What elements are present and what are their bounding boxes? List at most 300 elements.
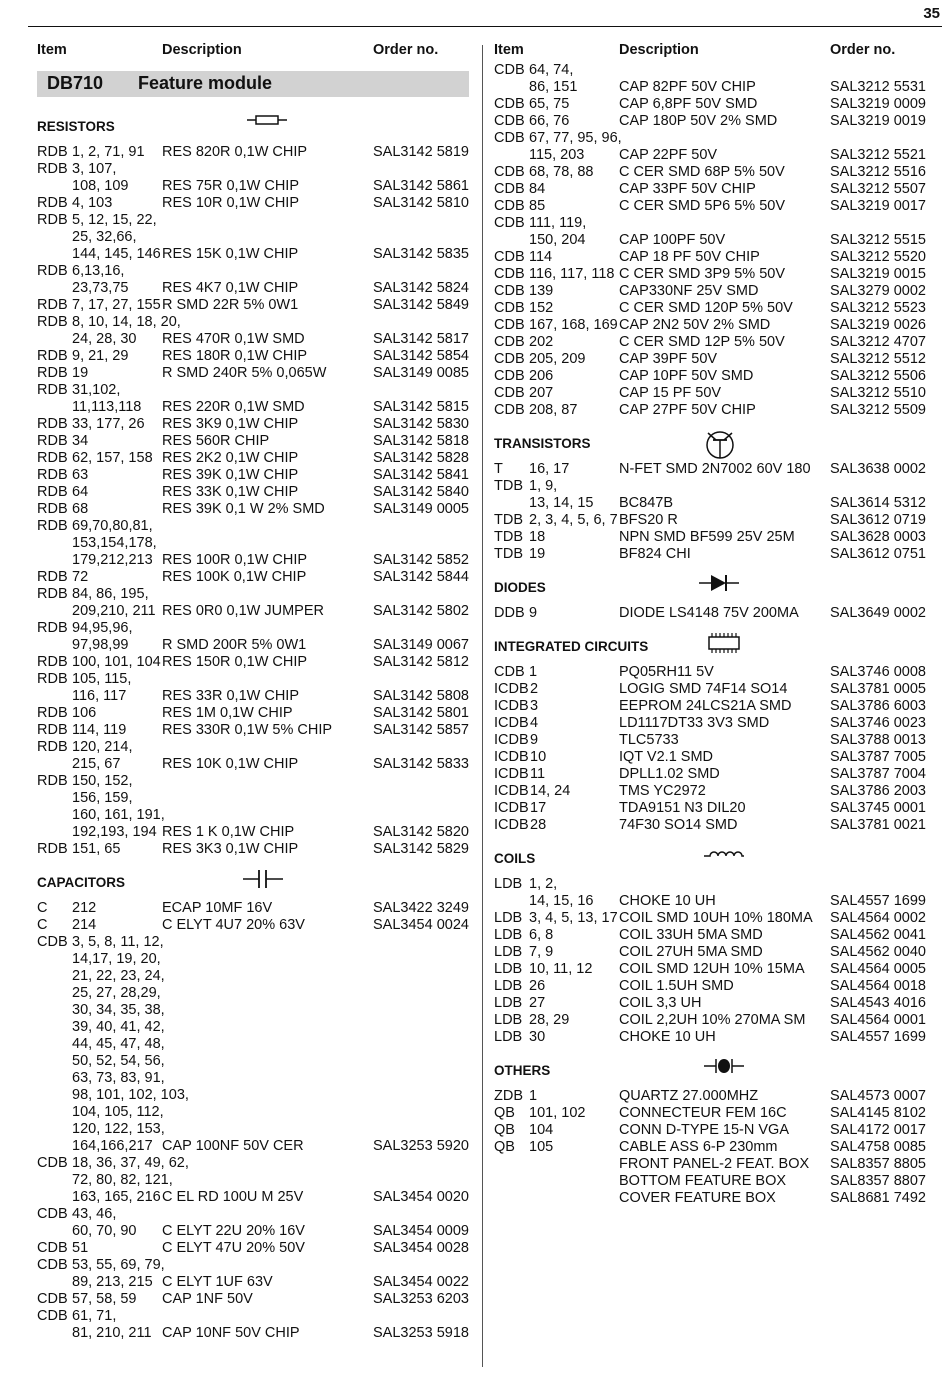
parts-row <box>37 1189 472 1206</box>
parts-row <box>37 807 472 824</box>
module-banner <box>37 71 469 97</box>
order-number: SAL3212 5521 <box>830 147 926 163</box>
parts-row <box>37 348 472 365</box>
order-number: SAL3787 7004 <box>830 766 926 782</box>
designator-prefix: RDB <box>37 654 68 670</box>
order-number: SAL3454 0020 <box>373 1189 469 1205</box>
order-number: SAL3149 0067 <box>373 637 469 653</box>
parts-row <box>37 968 472 985</box>
parts-row <box>37 790 472 807</box>
right-parts-list <box>494 62 942 1207</box>
order-number: SAL3149 0005 <box>373 501 469 517</box>
designator-prefix: QB <box>494 1122 515 1138</box>
quartz-crystal-icon <box>704 1056 744 1079</box>
parts-row <box>37 1138 472 1155</box>
left-column <box>37 42 472 1342</box>
part-description: TLC5733 <box>619 732 679 748</box>
parts-row <box>37 229 472 246</box>
designator-prefix: CDB <box>494 402 525 418</box>
parts-row <box>494 334 942 351</box>
order-number: SAL4564 0018 <box>830 978 926 994</box>
part-description: DPLL1.02 SMD <box>619 766 720 782</box>
designator-prefix: LDB <box>494 961 523 977</box>
section-title: TRANSISTORS <box>494 436 591 451</box>
designator-prefix: RDB <box>37 416 68 432</box>
part-description: RES 15K 0,1W CHIP <box>162 246 299 262</box>
designator-prefix: CDB <box>37 1206 68 1222</box>
header-item: Item <box>494 42 524 58</box>
part-description: CAP 39PF 50V <box>619 351 718 367</box>
parts-row <box>37 263 472 280</box>
designator-prefix: CDB <box>494 198 525 214</box>
designator-numbers: 57, 58, 59 <box>72 1291 137 1307</box>
right-column <box>494 42 942 1207</box>
part-description: CAP 1NF 50V <box>162 1291 253 1307</box>
designator-prefix: RDB <box>37 195 68 211</box>
designator-prefix: RDB <box>37 365 68 381</box>
designator-prefix: CDB <box>494 283 525 299</box>
designator-numbers: 14, 15, 16 <box>529 893 594 909</box>
order-number: SAL3142 5828 <box>373 450 469 466</box>
designator-numbers: 104, 105, 112, <box>72 1104 164 1120</box>
designator-numbers: 7, 17, 27, 155 <box>72 297 161 313</box>
designator-prefix: QB <box>494 1105 515 1121</box>
order-number: SAL3142 5802 <box>373 603 469 619</box>
parts-row <box>494 283 942 300</box>
order-number: SAL3745 0001 <box>830 800 926 816</box>
designator-numbers: 26 <box>529 978 546 994</box>
order-number: SAL3142 5824 <box>373 280 469 296</box>
designator-prefix: ICDB <box>494 783 529 799</box>
parts-row <box>494 529 942 546</box>
designator-prefix: CDB <box>494 334 525 350</box>
parts-row <box>494 910 942 927</box>
designator-prefix: RDB <box>37 671 68 687</box>
section-spacer <box>494 868 942 876</box>
designator-numbers: 53, 55, 69, 79, <box>72 1257 165 1273</box>
parts-row <box>494 1012 942 1029</box>
designator-prefix: TDB <box>494 478 523 494</box>
designator-numbers: 6, 8 <box>529 927 554 943</box>
designator-prefix: TDB <box>494 529 523 545</box>
parts-row <box>37 654 472 671</box>
designator-numbers: 11,113,118 <box>72 399 142 415</box>
parts-row <box>494 495 942 512</box>
parts-row <box>37 280 472 297</box>
order-number: SAL4573 0007 <box>830 1088 926 1104</box>
parts-row <box>37 1019 472 1036</box>
part-description: PQ05RH11 5V <box>619 664 714 680</box>
order-number: SAL3142 5818 <box>373 433 469 449</box>
order-number: SAL8681 7492 <box>830 1190 926 1206</box>
designator-numbers: 13, 14, 15 <box>529 495 594 511</box>
designator-numbers: 60, 70, 90 <box>72 1223 137 1239</box>
designator-numbers: 206 <box>529 368 554 384</box>
parts-row <box>37 756 472 773</box>
parts-row <box>494 546 942 563</box>
order-number: SAL3253 6203 <box>373 1291 469 1307</box>
part-description: C ELYT 4U7 20% 63V <box>162 917 305 933</box>
order-number: SAL3612 0751 <box>830 546 926 562</box>
designator-numbers: 66, 76 <box>529 113 570 129</box>
parts-row <box>494 1190 942 1207</box>
designator-numbers: 3, 5, 8, 11, 12, <box>72 934 164 950</box>
section-title: COILS <box>494 851 536 866</box>
part-description: 74F30 SO14 SMD <box>619 817 738 833</box>
order-number: SAL3454 0009 <box>373 1223 469 1239</box>
resistor-icon <box>247 112 287 131</box>
designator-prefix: LDB <box>494 978 523 994</box>
parts-row <box>37 331 472 348</box>
part-description: COIL 3,3 UH <box>619 995 702 1011</box>
designator-numbers: 61, 71, <box>72 1308 117 1324</box>
designator-numbers: 69,70,80,81, <box>72 518 153 534</box>
part-description: CAP 100PF 50V <box>619 232 726 248</box>
designator-prefix: RDB <box>37 314 68 330</box>
designator-numbers: 101, 102 <box>529 1105 586 1121</box>
part-description: CAP 10PF 50V SMD <box>619 368 754 384</box>
parts-row <box>37 1240 472 1257</box>
designator-prefix: CDB <box>494 164 525 180</box>
diode-icon <box>699 573 739 596</box>
parts-row <box>37 433 472 450</box>
designator-prefix: CDB <box>494 317 525 333</box>
designator-prefix: CDB <box>37 1308 68 1324</box>
section-heading <box>494 851 942 868</box>
designator-numbers: 9 <box>529 605 538 621</box>
part-description: C CER SMD 120P 5% 50V <box>619 300 793 316</box>
order-number: SAL3253 5918 <box>373 1325 469 1341</box>
capacitor-icon <box>243 868 283 893</box>
part-description: RES 2K2 0,1W CHIP <box>162 450 299 466</box>
parts-row <box>37 722 472 739</box>
parts-row <box>494 130 942 147</box>
order-number: SAL3142 5833 <box>373 756 469 772</box>
designator-numbers: 9 <box>530 732 539 748</box>
parts-row <box>37 212 472 229</box>
order-number: SAL8357 8805 <box>830 1156 926 1172</box>
designator-numbers: 84, 86, 195, <box>72 586 149 602</box>
designator-numbers: 116, 117 <box>72 688 127 704</box>
order-number: SAL3142 5849 <box>373 297 469 313</box>
designator-numbers: 23,73,75 <box>72 280 129 296</box>
designator-prefix: RDB <box>37 773 68 789</box>
designator-numbers: 114, 119 <box>72 722 127 738</box>
part-description: CONN D-TYPE 15-N VGA <box>619 1122 789 1138</box>
ic-chip-icon <box>706 632 742 657</box>
part-description: CAP 10NF 50V CHIP <box>162 1325 300 1341</box>
parts-row <box>37 365 472 382</box>
parts-row <box>37 535 472 552</box>
designator-numbers: 72, 80, 82, 121, <box>72 1172 173 1188</box>
order-number: SAL3219 0015 <box>830 266 926 282</box>
designator-numbers: 65, 75 <box>529 96 570 112</box>
order-number: SAL3142 5817 <box>373 331 469 347</box>
section-spacer <box>37 892 472 900</box>
designator-prefix: CDB <box>494 215 525 231</box>
header-order: Order no. <box>830 42 896 58</box>
order-number: SAL3142 5854 <box>373 348 469 364</box>
section-heading <box>37 875 472 892</box>
designator-numbers: 105, 115, <box>72 671 132 687</box>
designator-numbers: 150, 152, <box>72 773 133 789</box>
order-number: SAL3212 5512 <box>830 351 926 367</box>
designator-numbers: 21, 22, 23, 24, <box>72 968 165 984</box>
designator-prefix: RDB <box>37 382 68 398</box>
designator-numbers: 115, 203 <box>529 147 585 163</box>
designator-prefix: ICDB <box>494 732 529 748</box>
designator-numbers: 6,13,16, <box>72 263 125 279</box>
designator-numbers: 214 <box>72 917 97 933</box>
section-heading <box>494 436 942 453</box>
designator-numbers: 205, 209 <box>529 351 586 367</box>
order-number: SAL3614 5312 <box>830 495 926 511</box>
designator-numbers: 63, 73, 83, 91, <box>72 1070 165 1086</box>
parts-row <box>37 501 472 518</box>
parts-row <box>494 783 942 800</box>
designator-prefix: LDB <box>494 944 523 960</box>
part-description: C ELYT 22U 20% 16V <box>162 1223 305 1239</box>
designator-numbers: 111, 119, <box>529 215 587 231</box>
part-description: RES 39K 0,1W CHIP <box>162 467 299 483</box>
parts-row <box>37 1325 472 1342</box>
designator-prefix: CDB <box>494 249 525 265</box>
part-description: C ELYT 47U 20% 50V <box>162 1240 305 1256</box>
order-number: SAL3454 0022 <box>373 1274 469 1290</box>
parts-row <box>494 1029 942 1046</box>
designator-numbers: 10 <box>530 749 547 765</box>
part-description: BFS20 R <box>619 512 678 528</box>
designator-prefix: CDB <box>494 385 525 401</box>
header-description: Description <box>162 42 242 58</box>
designator-numbers: 50, 52, 54, 56, <box>72 1053 165 1069</box>
designator-numbers: 139 <box>529 283 554 299</box>
part-description: RES 33R 0,1W CHIP <box>162 688 299 704</box>
order-number: SAL3786 6003 <box>830 698 926 714</box>
designator-numbers: 25, 32,66, <box>72 229 137 245</box>
order-number: SAL3454 0028 <box>373 1240 469 1256</box>
order-number: SAL3212 5523 <box>830 300 926 316</box>
parts-row <box>494 317 942 334</box>
designator-numbers: 10, 11, 12 <box>529 961 593 977</box>
designator-numbers: 1 <box>529 664 538 680</box>
order-number: SAL3212 5516 <box>830 164 926 180</box>
part-description: RES 220R 0,1W SMD <box>162 399 305 415</box>
order-number: SAL3279 0002 <box>830 283 926 299</box>
order-number: SAL4557 1699 <box>830 893 926 909</box>
part-description: COIL 27UH 5MA SMD <box>619 944 763 960</box>
designator-prefix: ZDB <box>494 1088 523 1104</box>
designator-prefix: RDB <box>37 586 68 602</box>
parts-row <box>37 178 472 195</box>
designator-numbers: 89, 213, 215 <box>72 1274 153 1290</box>
designator-prefix: CDB <box>494 62 525 78</box>
designator-prefix: C <box>37 900 48 916</box>
order-number: SAL3253 5920 <box>373 1138 469 1154</box>
parts-row <box>37 569 472 586</box>
designator-numbers: 72 <box>72 569 89 585</box>
order-number: SAL3787 7005 <box>830 749 926 765</box>
designator-numbers: 17 <box>530 800 547 816</box>
order-number: SAL4145 8102 <box>830 1105 926 1121</box>
order-number: SAL3142 5819 <box>373 144 469 160</box>
order-number: SAL4758 0085 <box>830 1139 926 1155</box>
parts-row <box>494 732 942 749</box>
designator-prefix: RDB <box>37 263 68 279</box>
transistor-icon <box>704 429 736 464</box>
parts-row <box>37 1002 472 1019</box>
section-title: CAPACITORS <box>37 875 126 890</box>
designator-numbers: 108, 109 <box>72 178 129 194</box>
order-number: SAL4557 1699 <box>830 1029 926 1045</box>
designator-numbers: 3 <box>530 698 539 714</box>
part-description: RES 0R0 0,1W JUMPER <box>162 603 324 619</box>
parts-row <box>494 368 942 385</box>
order-number: SAL3142 5844 <box>373 569 469 585</box>
part-description: CHOKE 10 UH <box>619 1029 716 1045</box>
designator-numbers: 120, 214, <box>72 739 133 755</box>
designator-prefix: DDB <box>494 605 525 621</box>
parts-row <box>37 671 472 688</box>
part-description: RES 820R 0,1W CHIP <box>162 144 308 160</box>
part-description: COIL 2,2UH 10% 270MA SM <box>619 1012 806 1028</box>
parts-row <box>37 1274 472 1291</box>
parts-row <box>37 773 472 790</box>
part-description: NPN SMD BF599 25V 25M <box>619 529 795 545</box>
designator-numbers: 151, 65 <box>72 841 121 857</box>
parts-row <box>37 195 472 212</box>
designator-numbers: 85 <box>529 198 546 214</box>
designator-prefix: CDB <box>494 664 525 680</box>
part-description: CHOKE 10 UH <box>619 893 716 909</box>
parts-row <box>494 749 942 766</box>
parts-row <box>494 385 942 402</box>
parts-row <box>494 232 942 249</box>
designator-prefix: CDB <box>494 266 525 282</box>
parts-row <box>494 1105 942 1122</box>
order-number: SAL3142 5857 <box>373 722 469 738</box>
designator-prefix: CDB <box>494 368 525 384</box>
order-number: SAL3212 4707 <box>830 334 926 350</box>
designator-prefix: CDB <box>494 130 525 146</box>
designator-numbers: 27 <box>529 995 546 1011</box>
part-description: CAP 82PF 50V CHIP <box>619 79 756 95</box>
parts-row <box>494 995 942 1012</box>
designator-numbers: 120, 122, 153, <box>72 1121 165 1137</box>
designator-numbers: 1, 9, <box>529 478 558 494</box>
order-number: SAL3142 5829 <box>373 841 469 857</box>
order-number: SAL3781 0005 <box>830 681 926 697</box>
designator-numbers: 64, 74, <box>529 62 574 78</box>
parts-row <box>494 1156 942 1173</box>
part-description: CAP 100NF 50V CER <box>162 1138 304 1154</box>
designator-prefix: RDB <box>37 501 68 517</box>
order-number: SAL3649 0002 <box>830 605 926 621</box>
part-description: BC847B <box>619 495 674 511</box>
designator-numbers: 18, 36, 37, 49, 62, <box>72 1155 189 1171</box>
parts-row <box>494 478 942 495</box>
designator-numbers: 19 <box>72 365 89 381</box>
order-number: SAL3212 5507 <box>830 181 926 197</box>
designator-prefix: RDB <box>37 212 68 228</box>
designator-numbers: 64 <box>72 484 89 500</box>
designator-prefix: LDB <box>494 910 523 926</box>
part-description: CAP 33PF 50V CHIP <box>619 181 756 197</box>
designator-numbers: 2, 3, 4, 5, 6, 7 <box>529 512 618 528</box>
designator-numbers: 160, 161, 191, <box>72 807 165 823</box>
section-title: OTHERS <box>494 1063 551 1078</box>
designator-numbers: 39, 40, 41, 42, <box>72 1019 165 1035</box>
designator-numbers: 179,212,213 <box>72 552 153 568</box>
order-number: SAL3454 0024 <box>373 917 469 933</box>
part-description: RES 33K 0,1W CHIP <box>162 484 299 500</box>
parts-row <box>494 681 942 698</box>
order-number: SAL3219 0026 <box>830 317 926 333</box>
parts-row <box>37 841 472 858</box>
part-description: RES 330R 0,1W 5% CHIP <box>162 722 333 738</box>
designator-prefix: CDB <box>494 113 525 129</box>
order-number: SAL3142 5841 <box>373 467 469 483</box>
header-order: Order no. <box>373 42 439 58</box>
designator-prefix: ICDB <box>494 800 529 816</box>
parts-row <box>494 605 942 622</box>
left-parts-list <box>37 97 472 1342</box>
designator-numbers: 19 <box>529 546 546 562</box>
section-spacer <box>494 597 942 605</box>
designator-numbers: 68 <box>72 501 89 517</box>
order-number: SAL3142 5840 <box>373 484 469 500</box>
section-heading <box>494 639 942 656</box>
part-description: CAP 15 PF 50V <box>619 385 722 401</box>
parts-row <box>37 552 472 569</box>
designator-numbers: 30, 34, 35, 38, <box>72 1002 165 1018</box>
designator-prefix: CDB <box>494 181 525 197</box>
designator-prefix: CDB <box>37 1291 68 1307</box>
part-description: CAP 27PF 50V CHIP <box>619 402 756 418</box>
designator-prefix: RDB <box>37 518 68 534</box>
designator-numbers: 8, 10, 14, 18, 20, <box>72 314 181 330</box>
designator-numbers: 2 <box>530 681 539 697</box>
parts-row <box>37 603 472 620</box>
parts-row <box>37 144 472 161</box>
part-description: C CER SMD 5P6 5% 50V <box>619 198 786 214</box>
part-description: CAP 2N2 50V 2% SMD <box>619 317 771 333</box>
parts-row <box>37 1053 472 1070</box>
order-number: SAL3212 5531 <box>830 79 926 95</box>
part-description: RES 560R CHIP <box>162 433 270 449</box>
designator-prefix: C <box>37 917 48 933</box>
section-spacer <box>494 1080 942 1088</box>
parts-row <box>37 739 472 756</box>
designator-prefix: RDB <box>37 450 68 466</box>
order-number: SAL4564 0002 <box>830 910 926 926</box>
order-number: SAL3142 5852 <box>373 552 469 568</box>
order-number: SAL4543 4016 <box>830 995 926 1011</box>
parts-row <box>494 1139 942 1156</box>
part-description: TDA9151 N3 DIL20 <box>619 800 746 816</box>
order-number: SAL3746 0023 <box>830 715 926 731</box>
designator-numbers: 33, 177, 26 <box>72 416 145 432</box>
designator-numbers: 150, 204 <box>529 232 586 248</box>
designator-prefix: RDB <box>37 433 68 449</box>
part-description: CAP 22PF 50V <box>619 147 718 163</box>
parts-row <box>494 1088 942 1105</box>
designator-numbers: 9, 21, 29 <box>72 348 129 364</box>
designator-numbers: 51 <box>72 1240 89 1256</box>
designator-numbers: 105 <box>529 1139 554 1155</box>
parts-row <box>494 944 942 961</box>
designator-numbers: 7, 9 <box>529 944 554 960</box>
